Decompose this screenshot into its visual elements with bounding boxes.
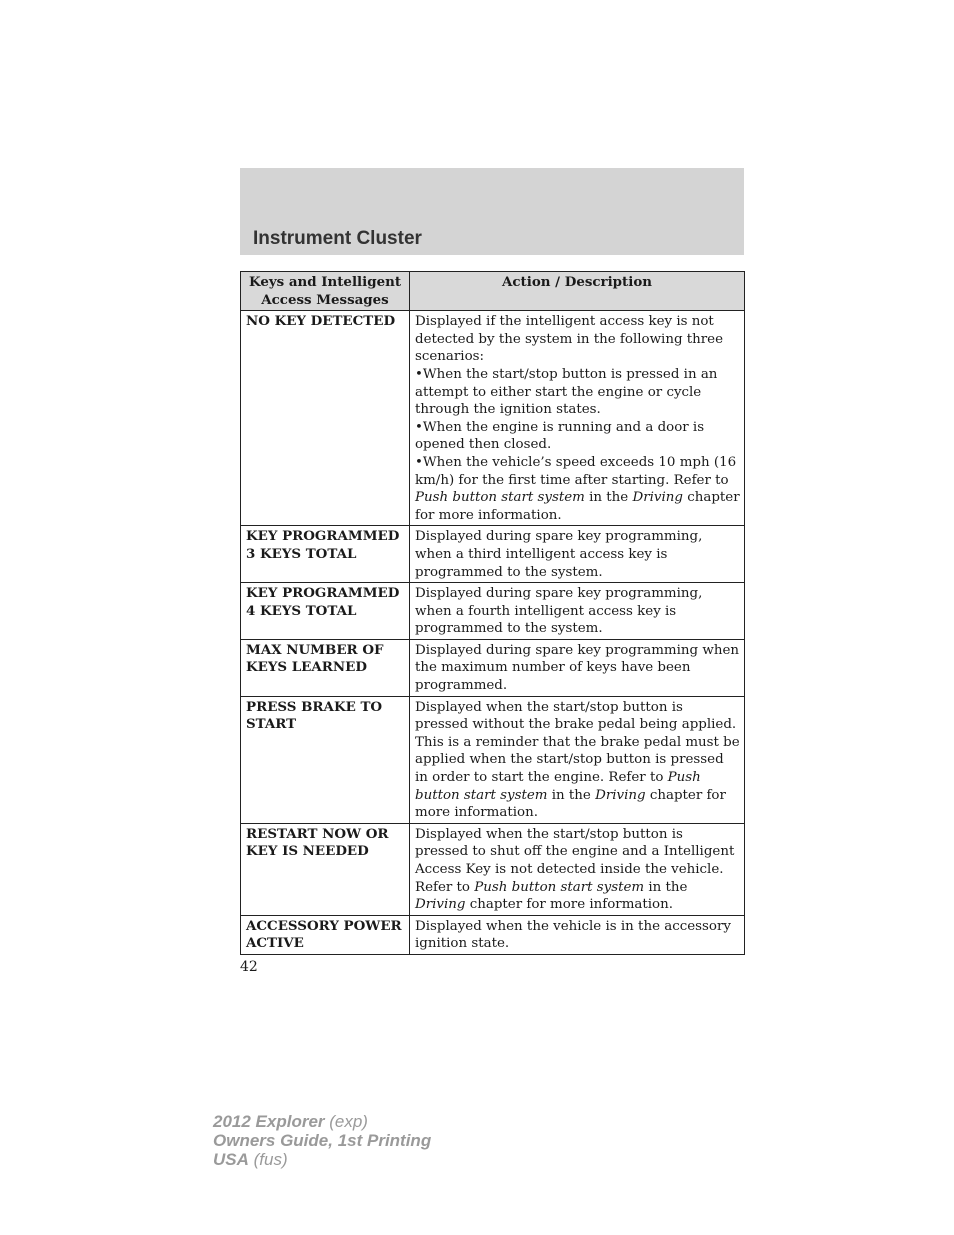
message-description <box>410 696 745 823</box>
section-header-band <box>240 168 744 255</box>
description-paragraph <box>415 826 740 914</box>
description-text: in the <box>584 490 633 506</box>
description-paragraph <box>415 585 740 638</box>
table-row <box>241 915 745 954</box>
page-number: 42 <box>240 959 258 975</box>
table-row <box>241 639 745 696</box>
message-name: KEY PROGRAMMED 3 KEYS TOTAL <box>241 526 410 583</box>
message-name: MAX NUMBER OF KEYS LEARNED <box>241 639 410 696</box>
message-name: RESTART NOW OR KEY IS NEEDED <box>241 823 410 915</box>
message-description <box>410 823 745 915</box>
footer-line-guide <box>213 1131 431 1150</box>
description-paragraph <box>415 699 740 822</box>
message-name: KEY PROGRAMMED 4 KEYS TOTAL <box>241 583 410 640</box>
table-row <box>241 583 745 640</box>
description-text: in the <box>644 879 688 895</box>
description-text: •When the engine is running and a door is opened then closed. <box>415 419 705 453</box>
message-description <box>410 639 745 696</box>
description-text: Displayed if the intelligent access key is not detected by the system in the following three scenarios: <box>415 314 724 365</box>
description-paragraph <box>415 313 740 366</box>
description-text: chapter for more information. <box>415 490 740 523</box>
description-text: Displayed when the vehicle is in the accessory ignition state. <box>415 918 731 952</box>
description-paragraph <box>415 918 740 953</box>
description-reference: Push button start system <box>415 490 585 506</box>
message-name: ACCESSORY POWER ACTIVE <box>241 915 410 954</box>
message-description <box>410 311 745 526</box>
description-text: Displayed during spare key programming, when a third intelligent access key is programmed to the system. <box>415 529 703 580</box>
description-text: chapter for more information. <box>415 787 726 821</box>
description-reference: Driving <box>415 897 466 913</box>
message-description <box>410 915 745 954</box>
description-text: •When the vehicle’s speed exceeds 10 mph (16 km/h) for the first time after starting. Refer to <box>415 454 737 488</box>
description-text: chapter for more information. <box>465 897 673 913</box>
table-row <box>241 696 745 823</box>
message-description <box>410 583 745 640</box>
description-paragraph <box>415 528 740 581</box>
description-reference: Push button start system <box>415 770 701 803</box>
messages-table <box>240 271 745 955</box>
footer-market: USA <box>213 1150 249 1169</box>
table-body <box>241 311 745 955</box>
message-description <box>410 526 745 583</box>
footer-model: 2012 Explorer <box>213 1112 325 1131</box>
footer-guide: Owners Guide, 1st Printing <box>213 1131 432 1150</box>
description-text: Displayed when the start/stop button is pressed without the brake pedal being applied. This is a reminder that the brake pedal must be applied when the start/stop button is pressed in order to start the engine. Refer to <box>415 699 740 786</box>
message-name: PRESS BRAKE TO START <box>241 696 410 823</box>
description-text: Displayed when the start/stop button is pressed to shut off the engine and a Intelligent Access Key is not detected inside the vehicle. Refer to <box>415 826 735 895</box>
table-header-row <box>241 272 745 311</box>
document-footer <box>213 1112 431 1169</box>
description-reference: Push button start system <box>474 879 645 895</box>
description-paragraph <box>415 419 740 454</box>
description-text: •When the start/stop button is pressed in an attempt to either start the engine or cycle through the ignition states. <box>415 366 718 418</box>
footer-line-model <box>213 1112 431 1131</box>
footer-line-market <box>213 1150 431 1169</box>
description-paragraph <box>415 454 740 524</box>
description-reference: Driving <box>632 490 683 506</box>
description-text: in the <box>547 787 596 803</box>
footer-model-code: (exp) <box>324 1112 368 1131</box>
description-text: Displayed during spare key programming, when a fourth intelligent access key is programmed to the system. <box>415 586 703 637</box>
table-row <box>241 311 745 526</box>
table-row <box>241 823 745 915</box>
column-header-messages: Keys and Intelligent Access Messages <box>241 272 410 311</box>
description-paragraph <box>415 366 740 419</box>
footer-market-code: (fus) <box>248 1150 288 1169</box>
column-header-description: Action / Description <box>410 272 745 311</box>
description-text: Displayed during spare key programming when the maximum number of keys have been programmed. <box>415 642 740 694</box>
description-paragraph <box>415 642 740 695</box>
description-reference: Driving <box>595 787 646 803</box>
table-row <box>241 526 745 583</box>
message-name: NO KEY DETECTED <box>241 311 410 526</box>
section-title: Instrument Cluster <box>253 228 422 249</box>
